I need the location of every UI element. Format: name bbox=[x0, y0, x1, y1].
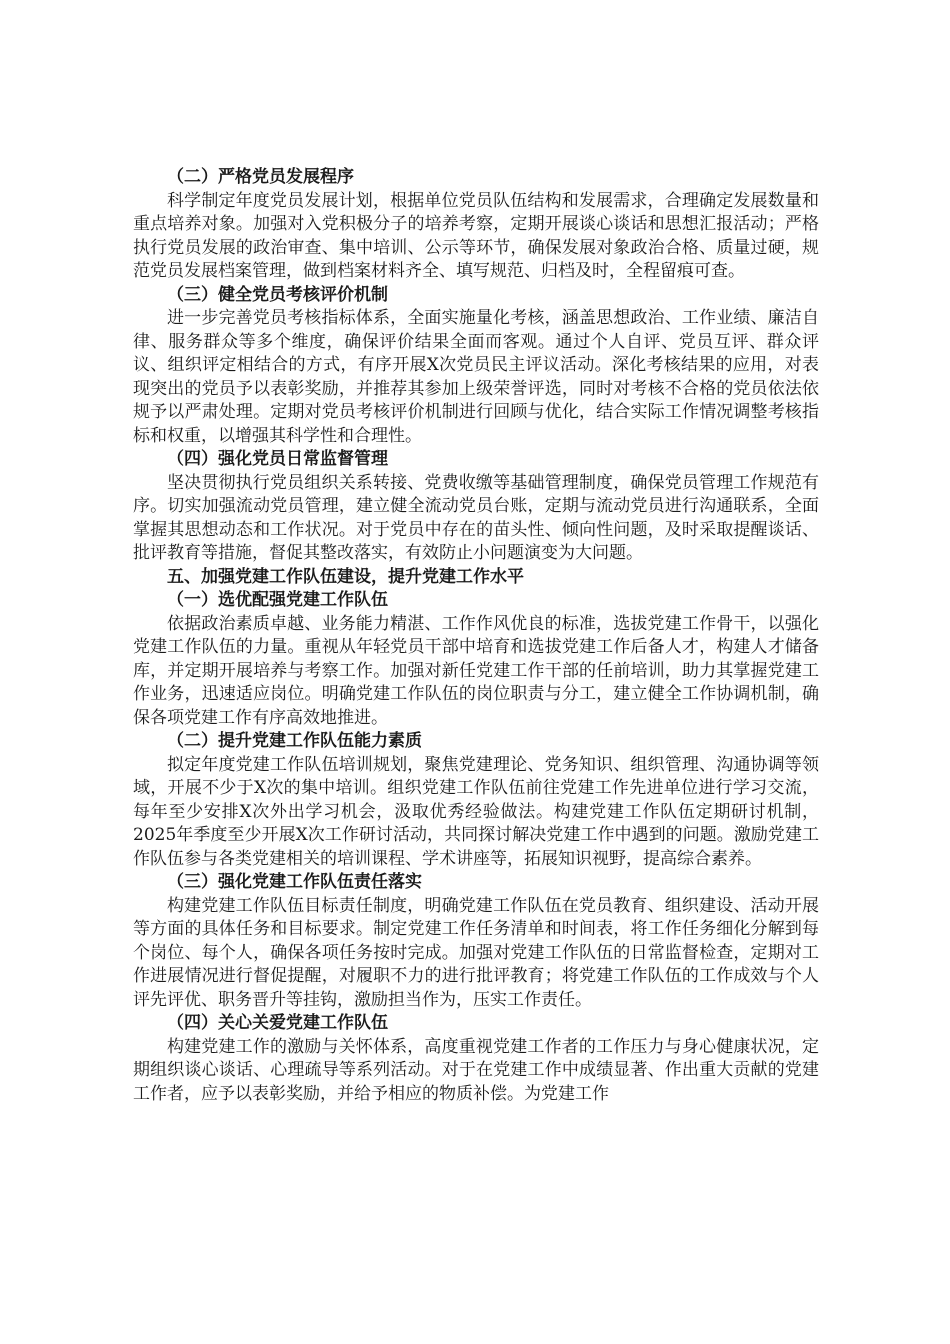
paragraph-supervision: 坚决贯彻执行党员组织关系转接、党费收缴等基础管理制度，确保党员管理工作规范有序。切实加强流动党员管理，建立健全流动党员台账，定期与流动党员进行沟通联系，全面掌握其思想动态和工作状况。对于党员中存在的苗头性、倾向性问题，及时采取提醒谈话、批评教育等措施，督促其整改落实，有效防止小问题演变为大问题。 bbox=[133, 472, 819, 563]
chapter-heading-team-building: 五、加强党建工作队伍建设，提升党建工作水平 bbox=[167, 566, 524, 587]
section-heading-team-responsibility: （三）强化党建工作队伍责任落实 bbox=[167, 872, 422, 892]
paragraph-evaluation-system: 进一步完善党员考核指标体系，全面实施量化考核，涵盖思想政治、工作业绩、廉洁自律、服务群众等多个维度，确保评价结果全面而客观。通过个人自评、党员互评、群众评议、组织评定相结合的方式，有序开展X次党员民主评议活动。深化考核结果的应用，对表现突出的党员予以表彰奖励，并推荐其参加上级荣誉评选，同时对考核不合格的党员依法依规予以严肃处理。定期对党员考核评价机制进行回顾与优化，结合实际工作情况调整考核指标和权重，以增强其科学性和合理性。 bbox=[133, 308, 819, 446]
section-heading-strict-development: （二）严格党员发展程序 bbox=[167, 167, 354, 187]
section-heading-select-team: （一）选优配强党建工作队伍 bbox=[167, 590, 388, 610]
document-body bbox=[133, 166, 819, 1106]
paragraph-team-capability: 拟定年度党建工作队伍培训规划，聚焦党建理论、党务知识、组织管理、沟通协调等领域，开展不少于X次的集中培训。组织党建工作队伍前往党建工作先进单位进行学习交流，每年至少安排X次外出学习机会，汲取优秀经验做法。构建党建工作队伍定期研讨机制，2025年季度至少开展X次工作研讨活动，共同探讨解决党建工作中遇到的问题。激励党建工作队伍参与各类党建相关的培训课程、学术讲座等，拓展知识视野，提高综合素养。 bbox=[133, 754, 819, 869]
section-heading-team-capability: （二）提升党建工作队伍能力素质 bbox=[167, 731, 422, 751]
section-heading-daily-supervision: （四）强化党员日常监督管理 bbox=[167, 449, 388, 469]
section-heading-evaluation-mechanism: （三）健全党员考核评价机制 bbox=[167, 284, 388, 305]
paragraph-select-team: 依据政治素质卓越、业务能力精湛、工作作风优良的标准，选拔党建工作骨干，以强化党建工作队伍的力量。重视从年轻党员干部中培育和选拔党建工作后备人才，构建人才储备库，并定期开展培养与考察工作。加强对新任党建工作干部的任前培训，助力其掌握党建工作业务，迅速适应岗位。明确党建工作队伍的岗位职责与分工，建立健全工作协调机制，确保各项党建工作有序高效地推进。 bbox=[133, 613, 819, 728]
paragraph-team-responsibility: 构建党建工作队伍目标责任制度，明确党建工作队伍在党员教育、组织建设、活动开展等方面的具体任务和目标要求。制定党建工作任务清单和时间表，将工作任务细化分解到每个岗位、每个人，确保各项任务按时完成。加强对党建工作队伍的日常监督检查，定期对工作进展情况进行督促提醒，对履职不力的进行批评教育；将党建工作队伍的工作成效与个人评先评优、职务晋升等挂钩，激励担当作为，压实工作责任。 bbox=[133, 895, 819, 1010]
paragraph-team-care: 构建党建工作的激励与关怀体系，高度重视党建工作者的工作压力与身心健康状况，定期组织谈心谈话、心理疏导等系列活动。对于在党建工作中成绩显著、作出重大贡献的党建工作者，应予以表彰奖励，并给予相应的物质补偿。为党建工作 bbox=[133, 1036, 819, 1104]
section-heading-team-care: （四）关心关爱党建工作队伍 bbox=[167, 1013, 388, 1033]
paragraph-development-plan: 科学制定年度党员发展计划，根据单位党员队伍结构和发展需求，合理确定发展数量和重点培养对象。加强对入党积极分子的培养考察，定期开展谈心谈话和思想汇报活动；严格执行党员发展的政治审查、集中培训、公示等环节，确保发展对象政治合格、质量过硬，规范党员发展档案管理，做到档案材料齐全、填写规范、归档及时，全程留痕可查。 bbox=[133, 190, 819, 281]
